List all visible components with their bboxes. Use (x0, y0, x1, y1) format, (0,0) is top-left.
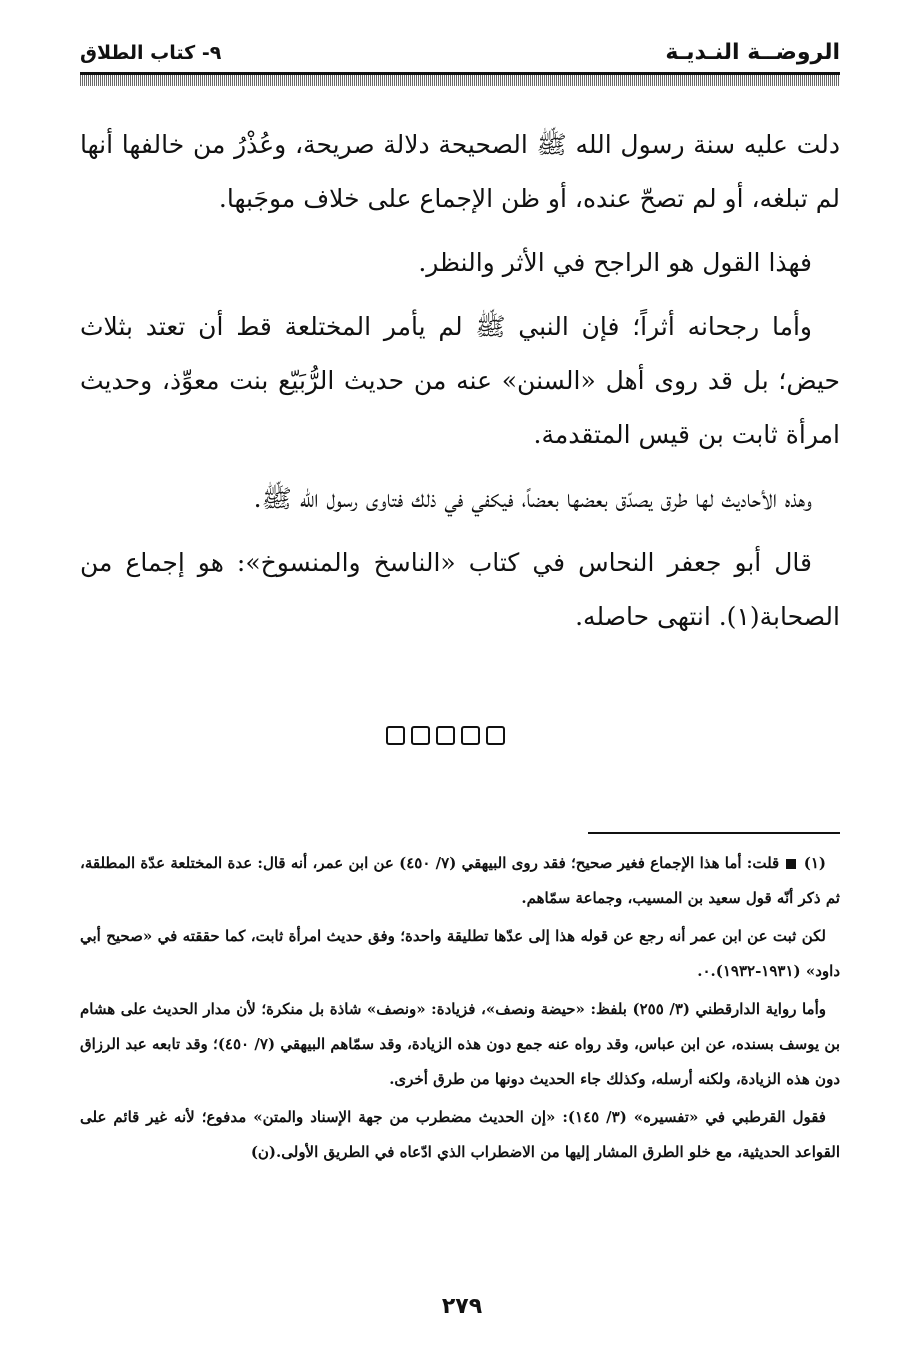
footnotes (80, 846, 840, 1173)
footnote-rule (588, 832, 840, 834)
separator-box (386, 726, 405, 745)
page-number: ٢٧٩ (441, 1294, 483, 1319)
paragraph: وأما رجحانه أثراً؛ فإن النبي ﷺ لم يأمر المختلعة قط أن تعتد بثلاث حيض؛ بل قد روى أهل «السنن» عنه من حديث الرُّبَيّع بنت معوِّذ، وحديث امرأة ثابت بن قيس المتقدمة. (80, 312, 840, 449)
header-rule (80, 72, 840, 86)
paragraph: وهذه الأحاديث لها طرق يصدّق بعضها بعضاً، فيكفي في ذلك فتاوى رسول الله ﷺ. (253, 484, 812, 513)
book-title: الروضــة النـديـة (665, 40, 840, 65)
running-header (80, 38, 840, 68)
paragraph: فهذا القول هو الراجح في الأثر والنظر. (418, 248, 812, 277)
footnote-paragraph (80, 846, 840, 916)
footnote-text: قلت: أما هذا الإجماع فغير صحيح؛ فقد روى البيهقي (٧/ ٤٥٠) عن ابن عمر، أنه قال: عدة المختلعة عدّة المطلقة، ثم ذكر أنّه قول سعيد بن المسيب، وجماعة سمّاهم. (80, 854, 840, 907)
footnote-paragraph: وأما رواية الدارقطني (٣/ ٢٥٥) بلفظ: «حيضة ونصف»، فزيادة: «ونصف» شاذة بل منكرة؛ لأن مدار الحديث على هشام بن يوسف بسنده، عن ابن عباس، وقد رواه عنه جمع دون هذه الزيادة، وقد سمّاهم البيهقي (٧/ ٤٥٠)؛ وقد تابعه عبد الرزاق دون هذه الزيادة، ولكنه أرسله، وكذلك جاء الحديث دونها من طرق أخرى. (80, 1000, 841, 1088)
main-text (80, 118, 840, 654)
separator-box (436, 726, 455, 745)
paragraph: دلت عليه سنة رسول الله ﷺ الصحيحة دلالة صريحة، وعُذْرُ من خالفها أنها لم تبلغه، أو لم تصحّ عنده، أو ظن الإجماع على خلاف موجَبها. (80, 130, 840, 213)
footnote-number: (١) (803, 854, 827, 872)
square-marker-icon (786, 859, 796, 869)
footnote-paragraph: لكن ثبت عن ابن عمر أنه رجع عن قوله هذا إلى عدّها تطليقة واحدة؛ وفق حديث امرأة ثابت، كما حققته في «صحيح أبي داود» (١٩٣١-١٩٣٢).٠. (80, 927, 840, 980)
chapter-title: ٩- كتاب الطلاق (80, 42, 222, 64)
footnote-paragraph: فقول القرطبي في «تفسيره» (٣/ ١٤٥): «إن الحديث مضطرب من جهة الإسناد والمتن» مدفوع؛ لأنه غير قائم على القواعد الحديثية، مع خلو الطرق المشار إليها من الاضطراب الذي ادّعاه في الطريق الأولى.(ن) (80, 1108, 840, 1161)
separator-box (486, 726, 505, 745)
paragraph: قال أبو جعفر النحاس في كتاب «الناسخ والمنسوخ»: هو إجماع من الصحابة(١). انتهى حاصله. (80, 548, 840, 631)
separator-box (411, 726, 430, 745)
section-separator (386, 726, 536, 750)
separator-box (461, 726, 480, 745)
